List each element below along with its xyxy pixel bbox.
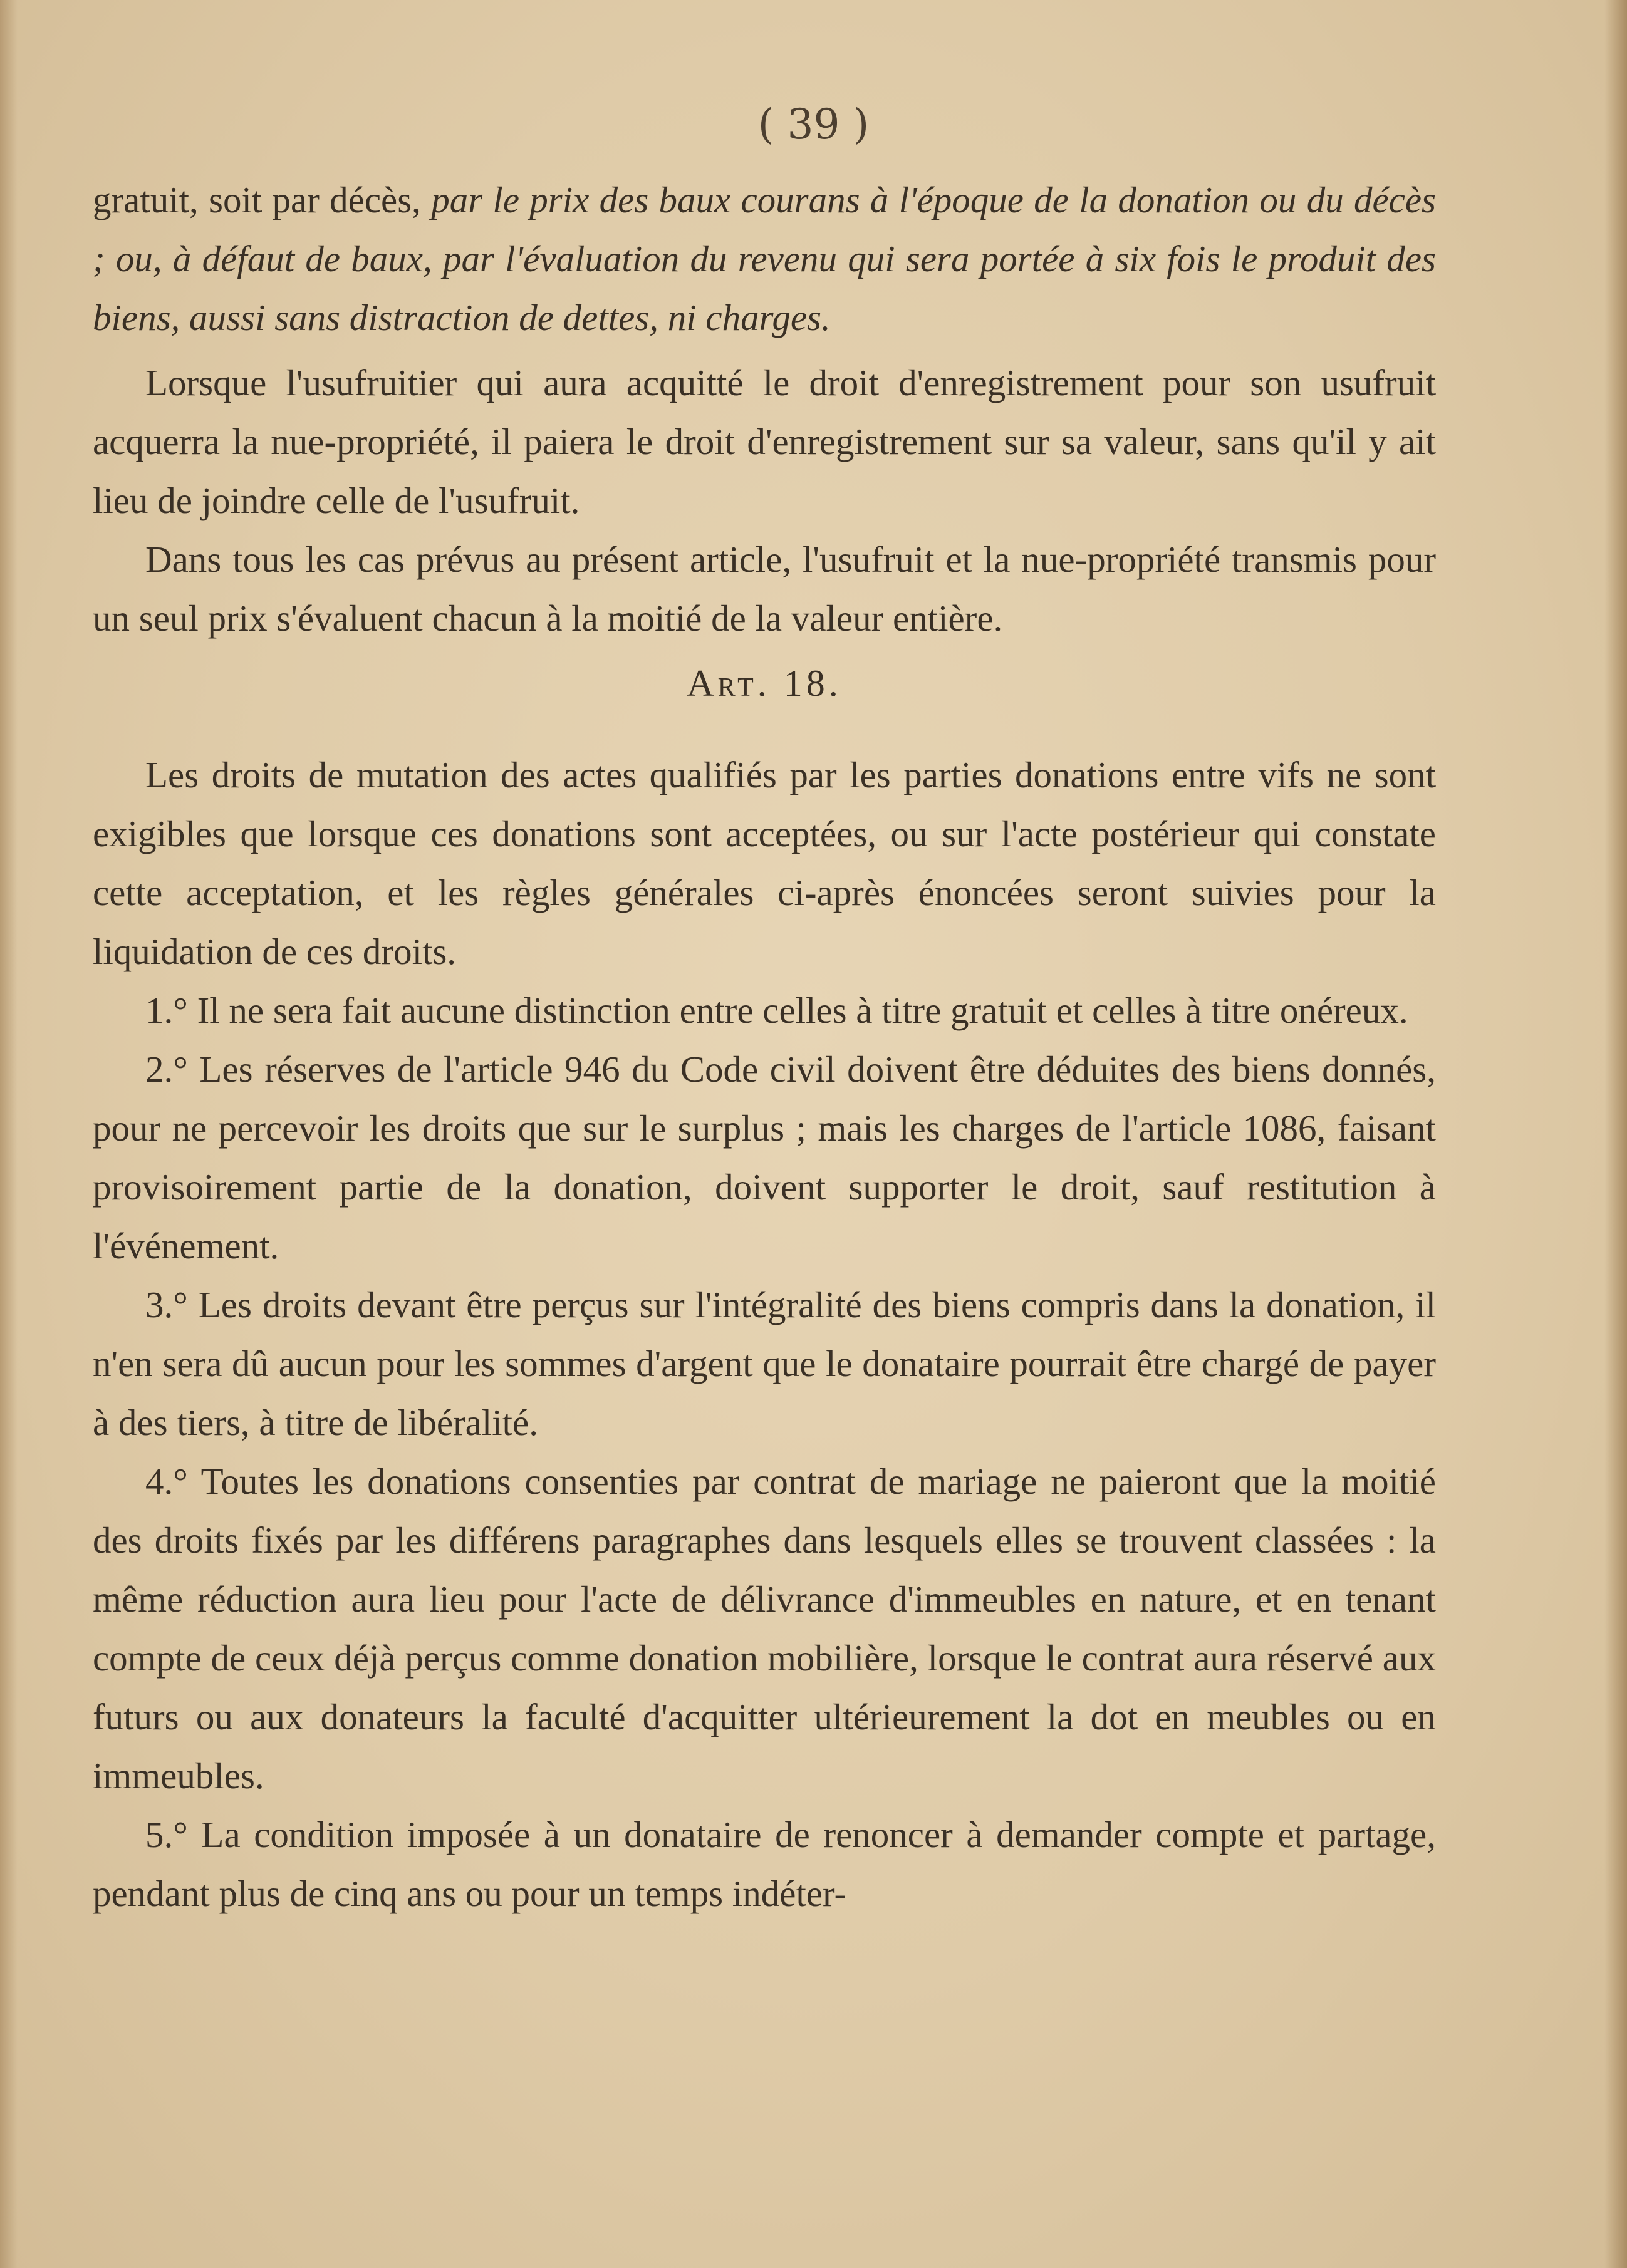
paragraph-usufruit: Lorsque l'usufruitier qui aura acquitté le droit d'enregistrement pour son usufruit acquerra la nue-propriété, il paiera le droit d'enregistrement sur sa valeur, sans qu'il y ait lieu de joindre celle de l'usufruit. <box>93 362 1436 521</box>
article-item: 3.° Les droits devant être perçus sur l'intégralité des biens compris dans la donation, il n'en sera dû aucun pour les sommes d'argent que le donataire pourrait être chargé de payer à des tiers, à titre de libéralité. <box>93 1284 1436 1443</box>
paragraph-nue-propriete: Dans tous les cas prévus au présent article, l'usufruit et la nue-propriété transmis pour un seul prix s'évaluent chacun à la moitié de la valeur entière. <box>93 539 1436 639</box>
continuation-text: gratuit, soit par décès, <box>93 179 432 220</box>
page-edge-right <box>1604 0 1627 2268</box>
page-number: ( 39 ) <box>757 100 870 148</box>
continuation-italic-text: par le prix des baux courans à l'époque de la donation ou du décès ; ou, à défaut de baux, par l'évaluation du revenu qui sera portée à six fois le produit des biens, aussi sans distraction de dettes, ni charges. <box>93 179 1436 338</box>
article-heading: Art. 18. <box>687 663 842 704</box>
article-intro: Les droits de mutation des actes qualifiés par les parties donations entre vifs ne sont exigibles que lorsque ces donations sont acceptées, ou sur l'acte postérieur qui constate cette acceptation, et les règles générales ci-après énoncées seront suivies pour la liquidation de ces droits. <box>93 754 1436 972</box>
continuation-paragraph <box>93 170 1436 347</box>
page-edge-left <box>0 0 18 2268</box>
article-item: 2.° Les réserves de l'article 946 du Code civil doivent être déduites des biens donnés, pour ne percevoir les droits que sur le surplus ; mais les charges de l'article 1086, faisant provisoirement partie de la donation, doivent supporter le droit, sauf restitution à l'événement. <box>93 1049 1436 1266</box>
article-item: 4.° Toutes les donations consenties par contrat de mariage ne paieront que la moitié des droits fixés par les différens paragraphes dans lesquels elles se trouvent classées : la même réduction aura lieu pour l'acte de délivrance d'immeubles en nature, et en tenant compte de ceux déjà perçus comme donation mobilière, lorsque le contrat aura réservé aux futurs ou aux donateurs la faculté d'acquitter ultérieurement la dot en meubles ou en immeubles. <box>93 1461 1436 1796</box>
body-text <box>93 170 1436 1923</box>
article-item: 1.° Il ne sera fait aucune distinction entre celles à titre gratuit et celles à titre onéreux. <box>145 990 1408 1031</box>
article-item: 5.° La condition imposée à un donataire de renoncer à demander compte et partage, pendant plus de cinq ans ou pour un temps indéter- <box>93 1814 1436 1914</box>
